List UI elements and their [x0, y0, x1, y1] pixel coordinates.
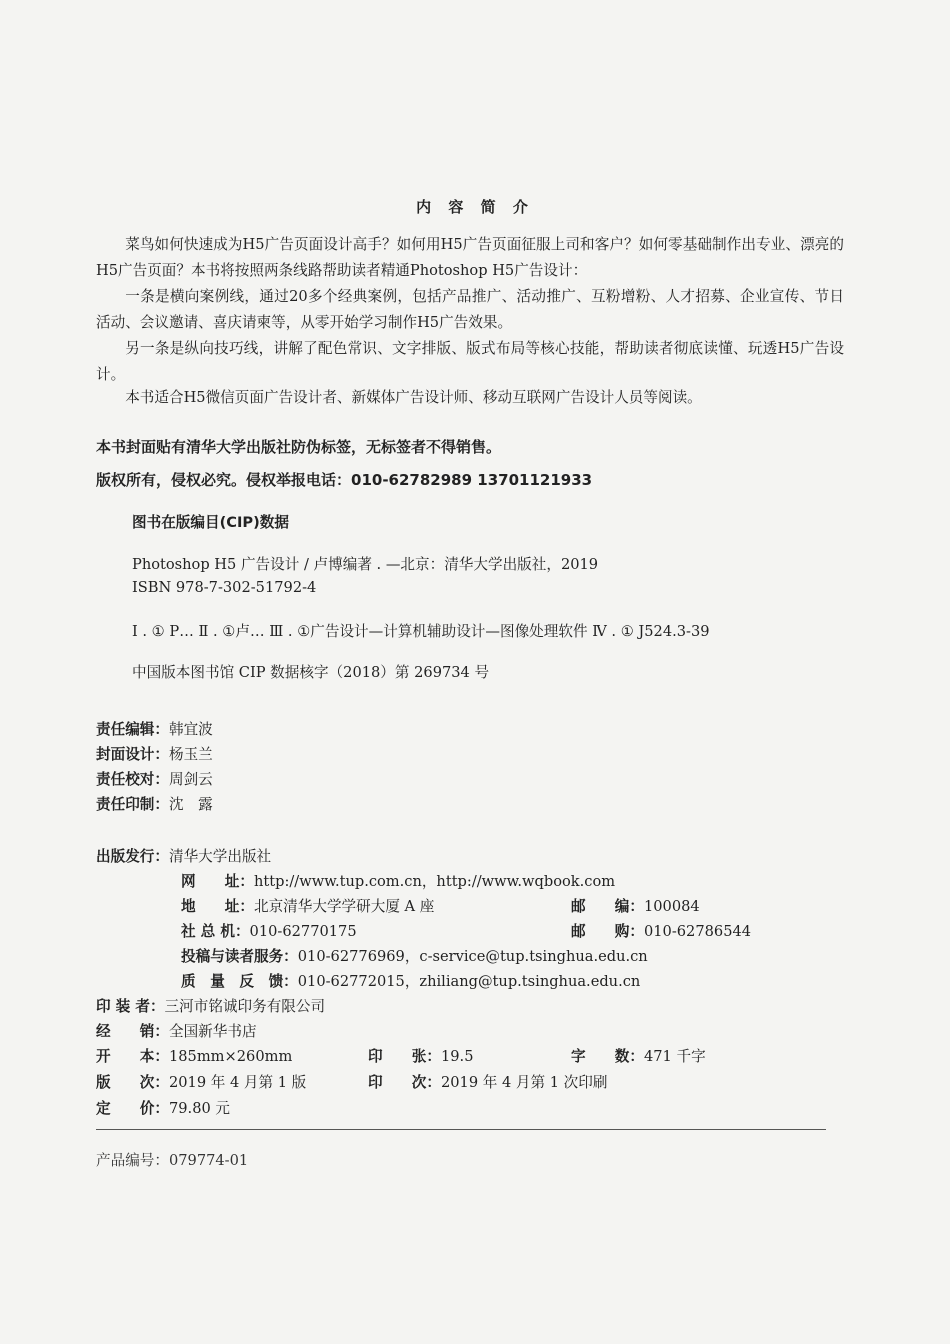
- staff-proofreader: [96, 768, 213, 789]
- web-label: 网 址：: [181, 873, 254, 890]
- address-value: 北京清华大学学研大厦 A 座: [253, 898, 435, 915]
- format-value: 185mm×260mm: [168, 1048, 293, 1065]
- edition-row: [96, 1071, 306, 1092]
- cip-line-title: Photoshop H5 广告设计 / 卢博编著 . —北京：清华大学出版社，2019: [132, 556, 599, 573]
- staff-value: 周剑云: [168, 771, 213, 788]
- price-value: 79.80 元: [168, 1100, 230, 1117]
- price-label: 定 价：: [96, 1100, 169, 1117]
- distributor-row: [96, 1020, 257, 1041]
- word-count-row: [571, 1045, 706, 1066]
- printer-label: 印 装 者：: [96, 998, 165, 1015]
- feedback-label: 质 量 反 馈：: [181, 973, 298, 990]
- cip-line-classification: Ⅰ . ① P… Ⅱ . ①卢… Ⅲ . ①广告设计—计算机辅助设计—图像处理软件 Ⅳ . ① J524.3-39: [132, 623, 710, 640]
- divider: [96, 1129, 826, 1130]
- zip-label: 邮 编：: [571, 898, 644, 915]
- intro-paragraph-3: 另一条是纵向技巧线，讲解了配色常识、文字排版、版式布局等核心技能，帮助读者彻底读懂、玩透H5广告设计。: [96, 340, 844, 383]
- impression-label: 印 次：: [368, 1074, 441, 1091]
- staff-value: 沈 露: [168, 796, 213, 813]
- staff-label: 封面设计：: [96, 746, 169, 763]
- cip-heading: 图书在版编目(CIP)数据: [132, 514, 289, 531]
- zip-row: [571, 895, 700, 916]
- address-label: 地 址：: [181, 898, 254, 915]
- distributor-value: 全国新华书店: [168, 1023, 257, 1040]
- staff-editor: [96, 718, 213, 739]
- cip-line-isbn: ISBN 978-7-302-51792-4: [132, 579, 317, 596]
- staff-label: 责任编辑：: [96, 721, 169, 738]
- zip-value: 100084: [643, 898, 700, 915]
- sheets-label: 印 张：: [368, 1048, 441, 1065]
- reader-service-row: [181, 945, 648, 966]
- printer-row: [96, 995, 325, 1016]
- impression-row: [368, 1071, 607, 1092]
- feedback-value: 010-62772015，zhiliang@tup.tsinghua.edu.cn: [297, 973, 641, 990]
- mail-order-row: [571, 920, 751, 941]
- staff-label: 责任校对：: [96, 771, 169, 788]
- sheets-row: [368, 1045, 473, 1066]
- intro-paragraph-1: 菜鸟如何快速成为H5广告页面设计高手？如何用H5广告页面征服上司和客户？如何零基础制作出专业、漂亮的H5广告页面？本书将按照两条线路帮助读者精通Photoshop H5广告设计：: [96, 236, 844, 279]
- anti-counterfeit-notice: 本书封面贴有清华大学出版社防伪标签，无标签者不得销售。: [96, 438, 502, 456]
- web-value: http://www.tup.com.cn，http://www.wqbook.com: [253, 873, 616, 890]
- impression-value: 2019 年 4 月第 1 次印刷: [440, 1074, 608, 1091]
- staff-value: 杨玉兰: [168, 746, 213, 763]
- mail-order-value: 010-62786544: [643, 923, 752, 940]
- intro-paragraph-4: 本书适合H5微信页面广告设计者、新媒体广告设计师、移动互联网广告设计人员等阅读。: [125, 389, 702, 406]
- mail-order-label: 邮 购：: [571, 923, 644, 940]
- address-row: [181, 895, 434, 916]
- switchboard-row: [181, 920, 357, 941]
- staff-cover-design: [96, 743, 213, 764]
- reader-service-value: 010-62776969，c-service@tup.tsinghua.edu.cn: [297, 948, 648, 965]
- switchboard-label: 社 总 机：: [181, 923, 250, 940]
- sheets-value: 19.5: [440, 1048, 474, 1065]
- word-count-label: 字 数：: [571, 1048, 644, 1065]
- publisher-row: [96, 845, 271, 866]
- feedback-row: [181, 970, 640, 991]
- publisher-label: 出版发行：: [96, 848, 169, 865]
- intro-paragraph-2: 一条是横向案例线，通过20多个经典案例，包括产品推广、活动推广、互粉增粉、人才招募、企业宣传、节日活动、会议邀请、喜庆请柬等，从零开始学习制作H5广告效果。: [96, 288, 844, 331]
- reader-service-label: 投稿与读者服务：: [181, 948, 298, 965]
- printer-value: 三河市铭诚印务有限公司: [164, 998, 326, 1015]
- staff-value: 韩宜波: [168, 721, 213, 738]
- cip-line-record: 中国版本图书馆 CIP 数据核字（2018）第 269734 号: [132, 664, 490, 681]
- format-label: 开 本：: [96, 1048, 169, 1065]
- price-row: [96, 1097, 230, 1118]
- switchboard-value: 010-62770175: [249, 923, 357, 940]
- publisher-name: 清华大学出版社: [168, 848, 272, 865]
- edition-value: 2019 年 4 月第 1 版: [168, 1074, 307, 1091]
- distributor-label: 经 销：: [96, 1023, 169, 1040]
- product-code: 产品编号：079774-01: [96, 1152, 249, 1169]
- staff-print-manager: [96, 793, 213, 814]
- rights-notice: 版权所有，侵权必究。侵权举报电话：010-62782989 13701121933: [96, 471, 593, 489]
- word-count-value: 471 千字: [643, 1048, 706, 1065]
- staff-label: 责任印制：: [96, 796, 169, 813]
- format-row: [96, 1045, 292, 1066]
- edition-label: 版 次：: [96, 1074, 169, 1091]
- section-title: 内 容 简 介: [416, 198, 534, 216]
- web-row: [181, 870, 615, 891]
